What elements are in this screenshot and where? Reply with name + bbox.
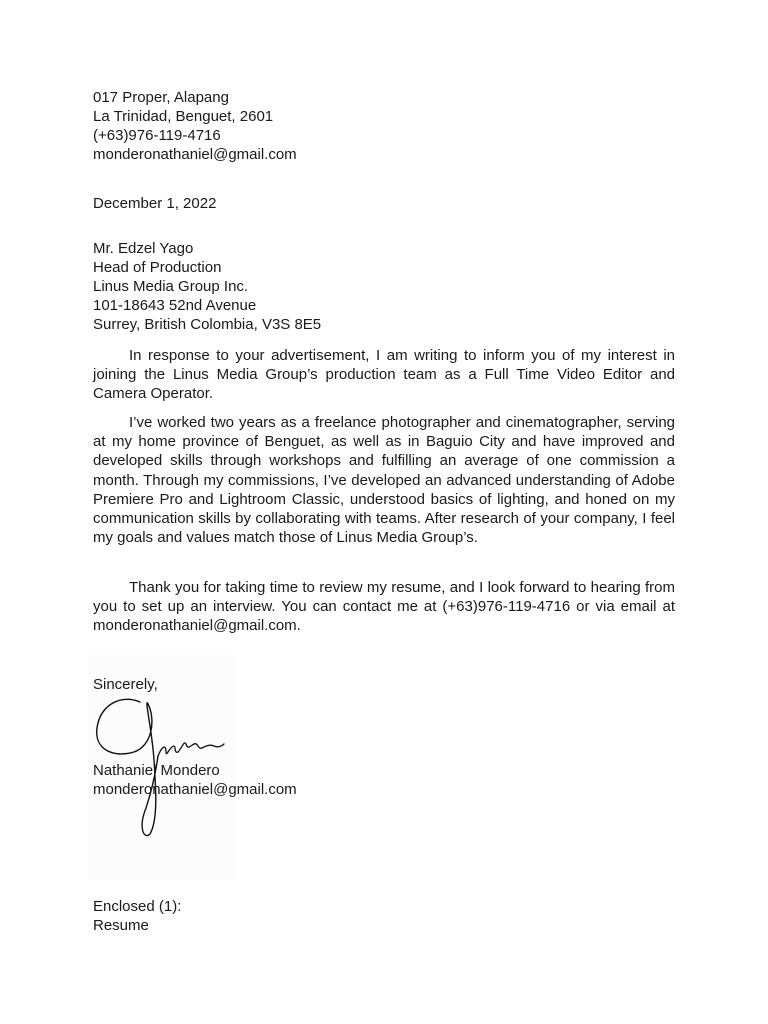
enclosure-label: Enclosed (1): — [93, 898, 182, 915]
sender-address-line1: 017 Proper, Alapang — [93, 89, 229, 106]
recipient-street: 101-18643 52nd Avenue — [93, 297, 257, 314]
body-paragraph-3: Thank you for taking time to review my resume, and I look forward to hearing from you to set up an interview. You can contact me at (+63)976-119-4716 or via email at monderonathaniel@gmail.com. — [93, 579, 675, 635]
closing-name: Nathaniel Mondero — [93, 762, 220, 779]
recipient-block — [93, 239, 321, 334]
recipient-name: Mr. Edzel Yago — [93, 240, 194, 257]
sender-email: monderonathaniel@gmail.com — [93, 146, 297, 163]
closing-email: monderonathaniel@gmail.com — [93, 781, 297, 798]
sender-phone: (+63)976-119-4716 — [93, 127, 221, 144]
enclosure-item: Resume — [93, 917, 149, 934]
body-paragraph-1: In response to your advertisement, I am writing to inform you of my interest in joining the Linus Media Group’s production team as a Full Time Video Editor and Camera Operator. — [93, 347, 675, 403]
recipient-company: Linus Media Group Inc. — [93, 278, 249, 295]
recipient-city: Surrey, British Colombia, V3S 8E5 — [93, 316, 322, 333]
recipient-title: Head of Production — [93, 259, 222, 276]
closing-salutation: Sincerely, — [93, 676, 158, 693]
sender-block — [93, 88, 297, 164]
letter-date: December 1, 2022 — [93, 195, 217, 212]
sender-address-line2: La Trinidad, Benguet, 2601 — [93, 108, 274, 125]
body-paragraph-2: I’ve worked two years as a freelance photographer and cinematographer, serving at my home province of Benguet, as well as in Baguio City and have improved and developed skills through workshops and fulfilling an average of one commission a month. Through my commissions, I’ve developed an advanced understanding of Adobe Premiere Pro and Lightroom Classic, understood basics of lighting, and honed on my communication skills by collaborating with teams. After research of your company, I feel my goals and values match those of Linus Media Group’s. — [93, 414, 675, 547]
